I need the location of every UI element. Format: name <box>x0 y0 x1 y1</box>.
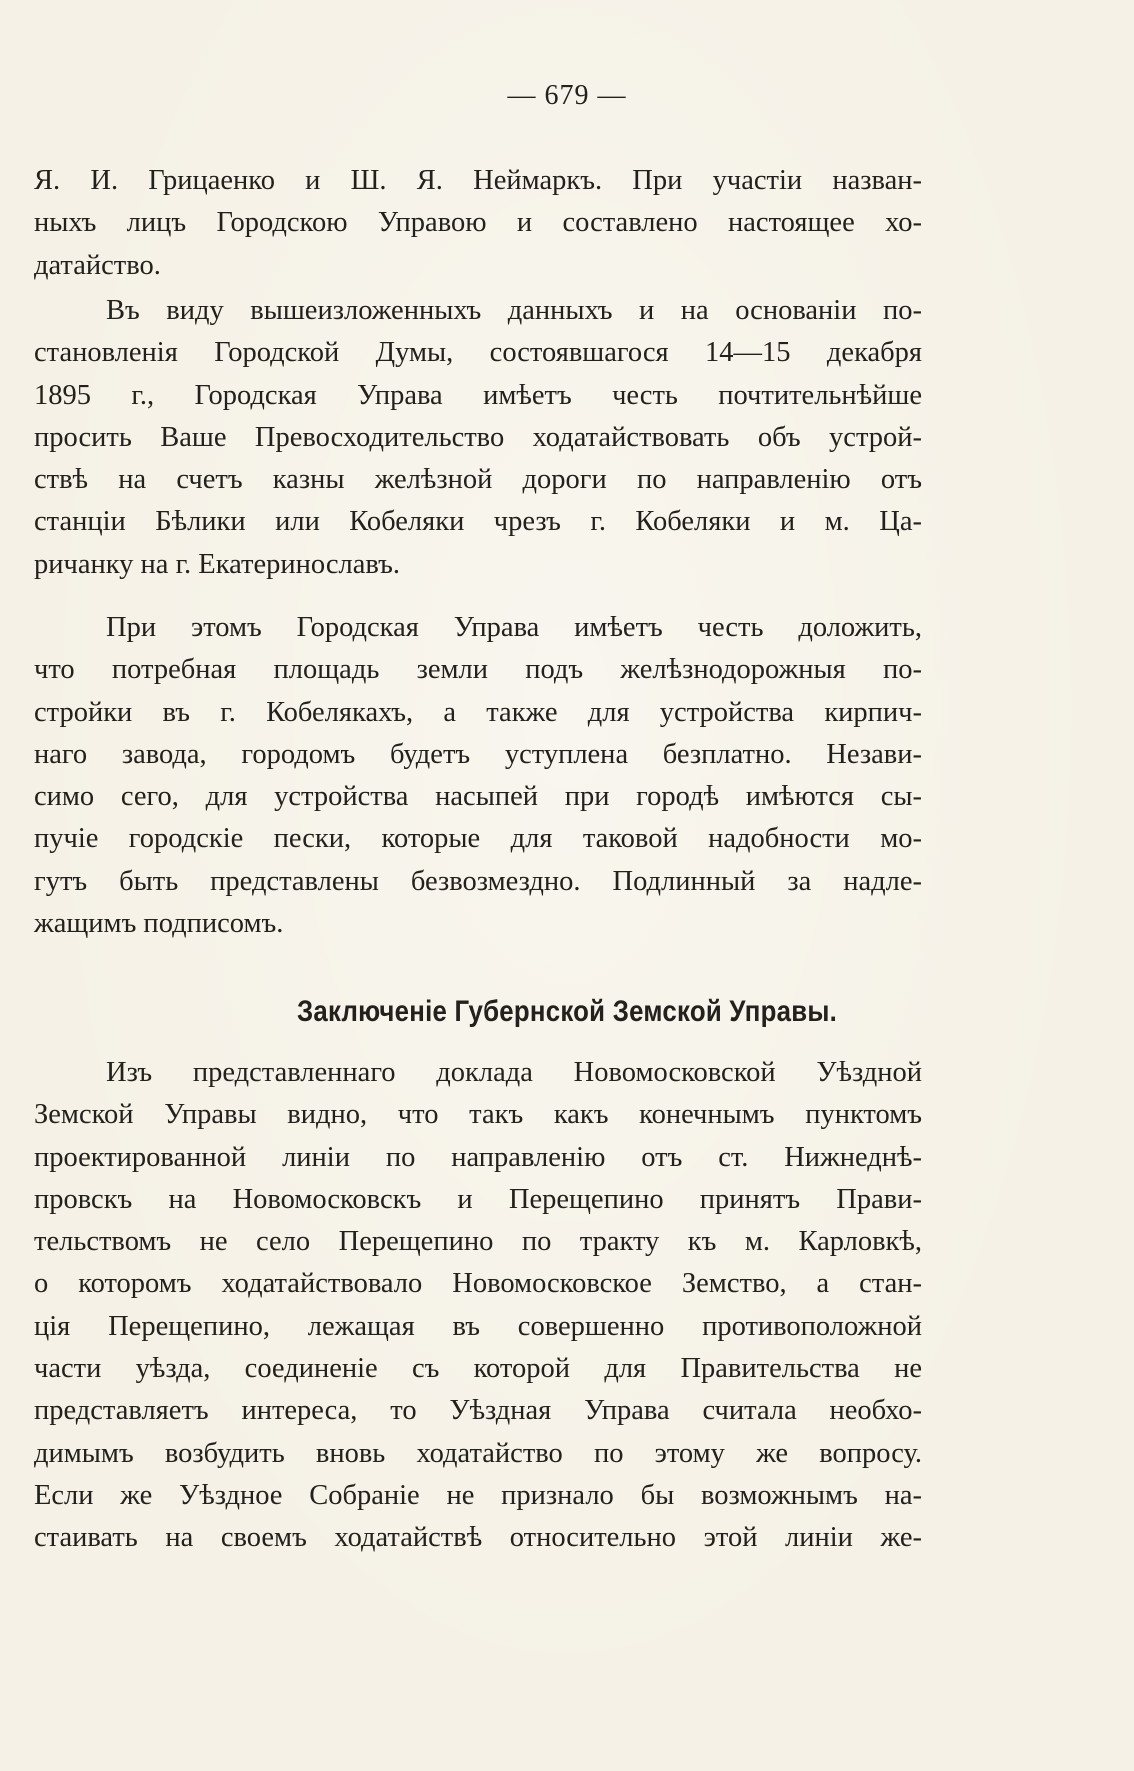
text-line: ричанку на г. Екатеринославъ. <box>34 548 400 580</box>
text-line: Если же Уѣздное Собраніе не признало бы возможнымъ на- <box>34 1479 922 1511</box>
text-line: представляетъ интереса, то Уѣздная Управа считала необхо- <box>34 1395 922 1427</box>
text-line: симо сего, для устройства насыпей при городѣ имѣются сы- <box>34 781 922 813</box>
text-line: ныхъ лицъ Городскою Управою и составлено настоящее хо- <box>34 207 922 239</box>
text-line: тельствомъ не село Перещепино по тракту къ м. Карловкѣ, <box>34 1226 922 1258</box>
text-line: провскъ на Новомосковскъ и Перещепино принятъ Прави- <box>34 1183 922 1215</box>
section-heading: Заключеніе Губернской Земской Управы. <box>296 995 838 1028</box>
text-line: просить Ваше Превосходительство ходатайствовать объ устрой- <box>34 421 922 453</box>
text-line: о которомъ ходатайствовало Новомосковское Земство, а стан- <box>34 1268 922 1300</box>
text-line: димымъ возбудить вновь ходатайство по этому же вопросу. <box>34 1437 922 1469</box>
page-number: — 679 — <box>507 80 627 111</box>
text-line: Изъ представленнаго доклада Новомосковской Уѣздной <box>106 1057 922 1088</box>
text-line: 1895 г., Городская Управа имѣетъ честь почтительнѣйше <box>34 379 922 411</box>
text-line: части уѣзда, соединеніе съ которой для Правительства не <box>34 1353 922 1385</box>
text-line: пучіе городскіе пески, которые для таковой надобности мо- <box>34 823 922 855</box>
text-line: жащимъ подписомъ. <box>34 908 284 940</box>
text-line: что потребная площадь земли подъ желѣзнодорожныя по- <box>34 654 922 686</box>
text-line: гутъ быть представлены безвозмездно. Подлинный за надле- <box>34 865 922 897</box>
text-line: стаивать на своемъ ходатайствѣ относительно этой линіи же- <box>34 1522 922 1554</box>
text-line: Я. И. Грицаенко и Ш. Я. Неймаркъ. При участіи назван- <box>34 165 922 196</box>
text-line: стройки въ г. Кобелякахъ, а также для устройства кирпич- <box>34 696 922 728</box>
text-line: Земской Управы видно, что такъ какъ конечнымъ пунктомъ <box>34 1099 922 1131</box>
text-line: ція Перещепино, лежащая въ совершенно противоположной <box>34 1310 922 1342</box>
text-line: датайство. <box>34 249 161 281</box>
text-line: ствѣ на счетъ казны желѣзной дороги по направленію отъ <box>34 464 922 496</box>
paragraph-2 <box>34 290 922 586</box>
text-line: Въ виду вышеизложенныхъ данныхъ и на основаніи по- <box>106 295 922 326</box>
text-line: станціи Бѣлики или Кобеляки чрезъ г. Кобеляки и м. Ца- <box>34 506 922 538</box>
text-line: При этомъ Городская Управа имѣетъ честь доложить, <box>106 612 922 643</box>
paragraph-3 <box>34 607 922 945</box>
text-line: становленія Городской Думы, состоявшагося 14—15 декабря <box>34 337 922 369</box>
paragraph-1 <box>34 160 922 287</box>
paragraph-4 <box>34 1052 922 1560</box>
text-line: наго завода, городомъ будетъ уступлена безплатно. Незави- <box>34 738 922 770</box>
text-line: проектированной линіи по направленію отъ ст. Нижнеднѣ- <box>34 1141 922 1173</box>
